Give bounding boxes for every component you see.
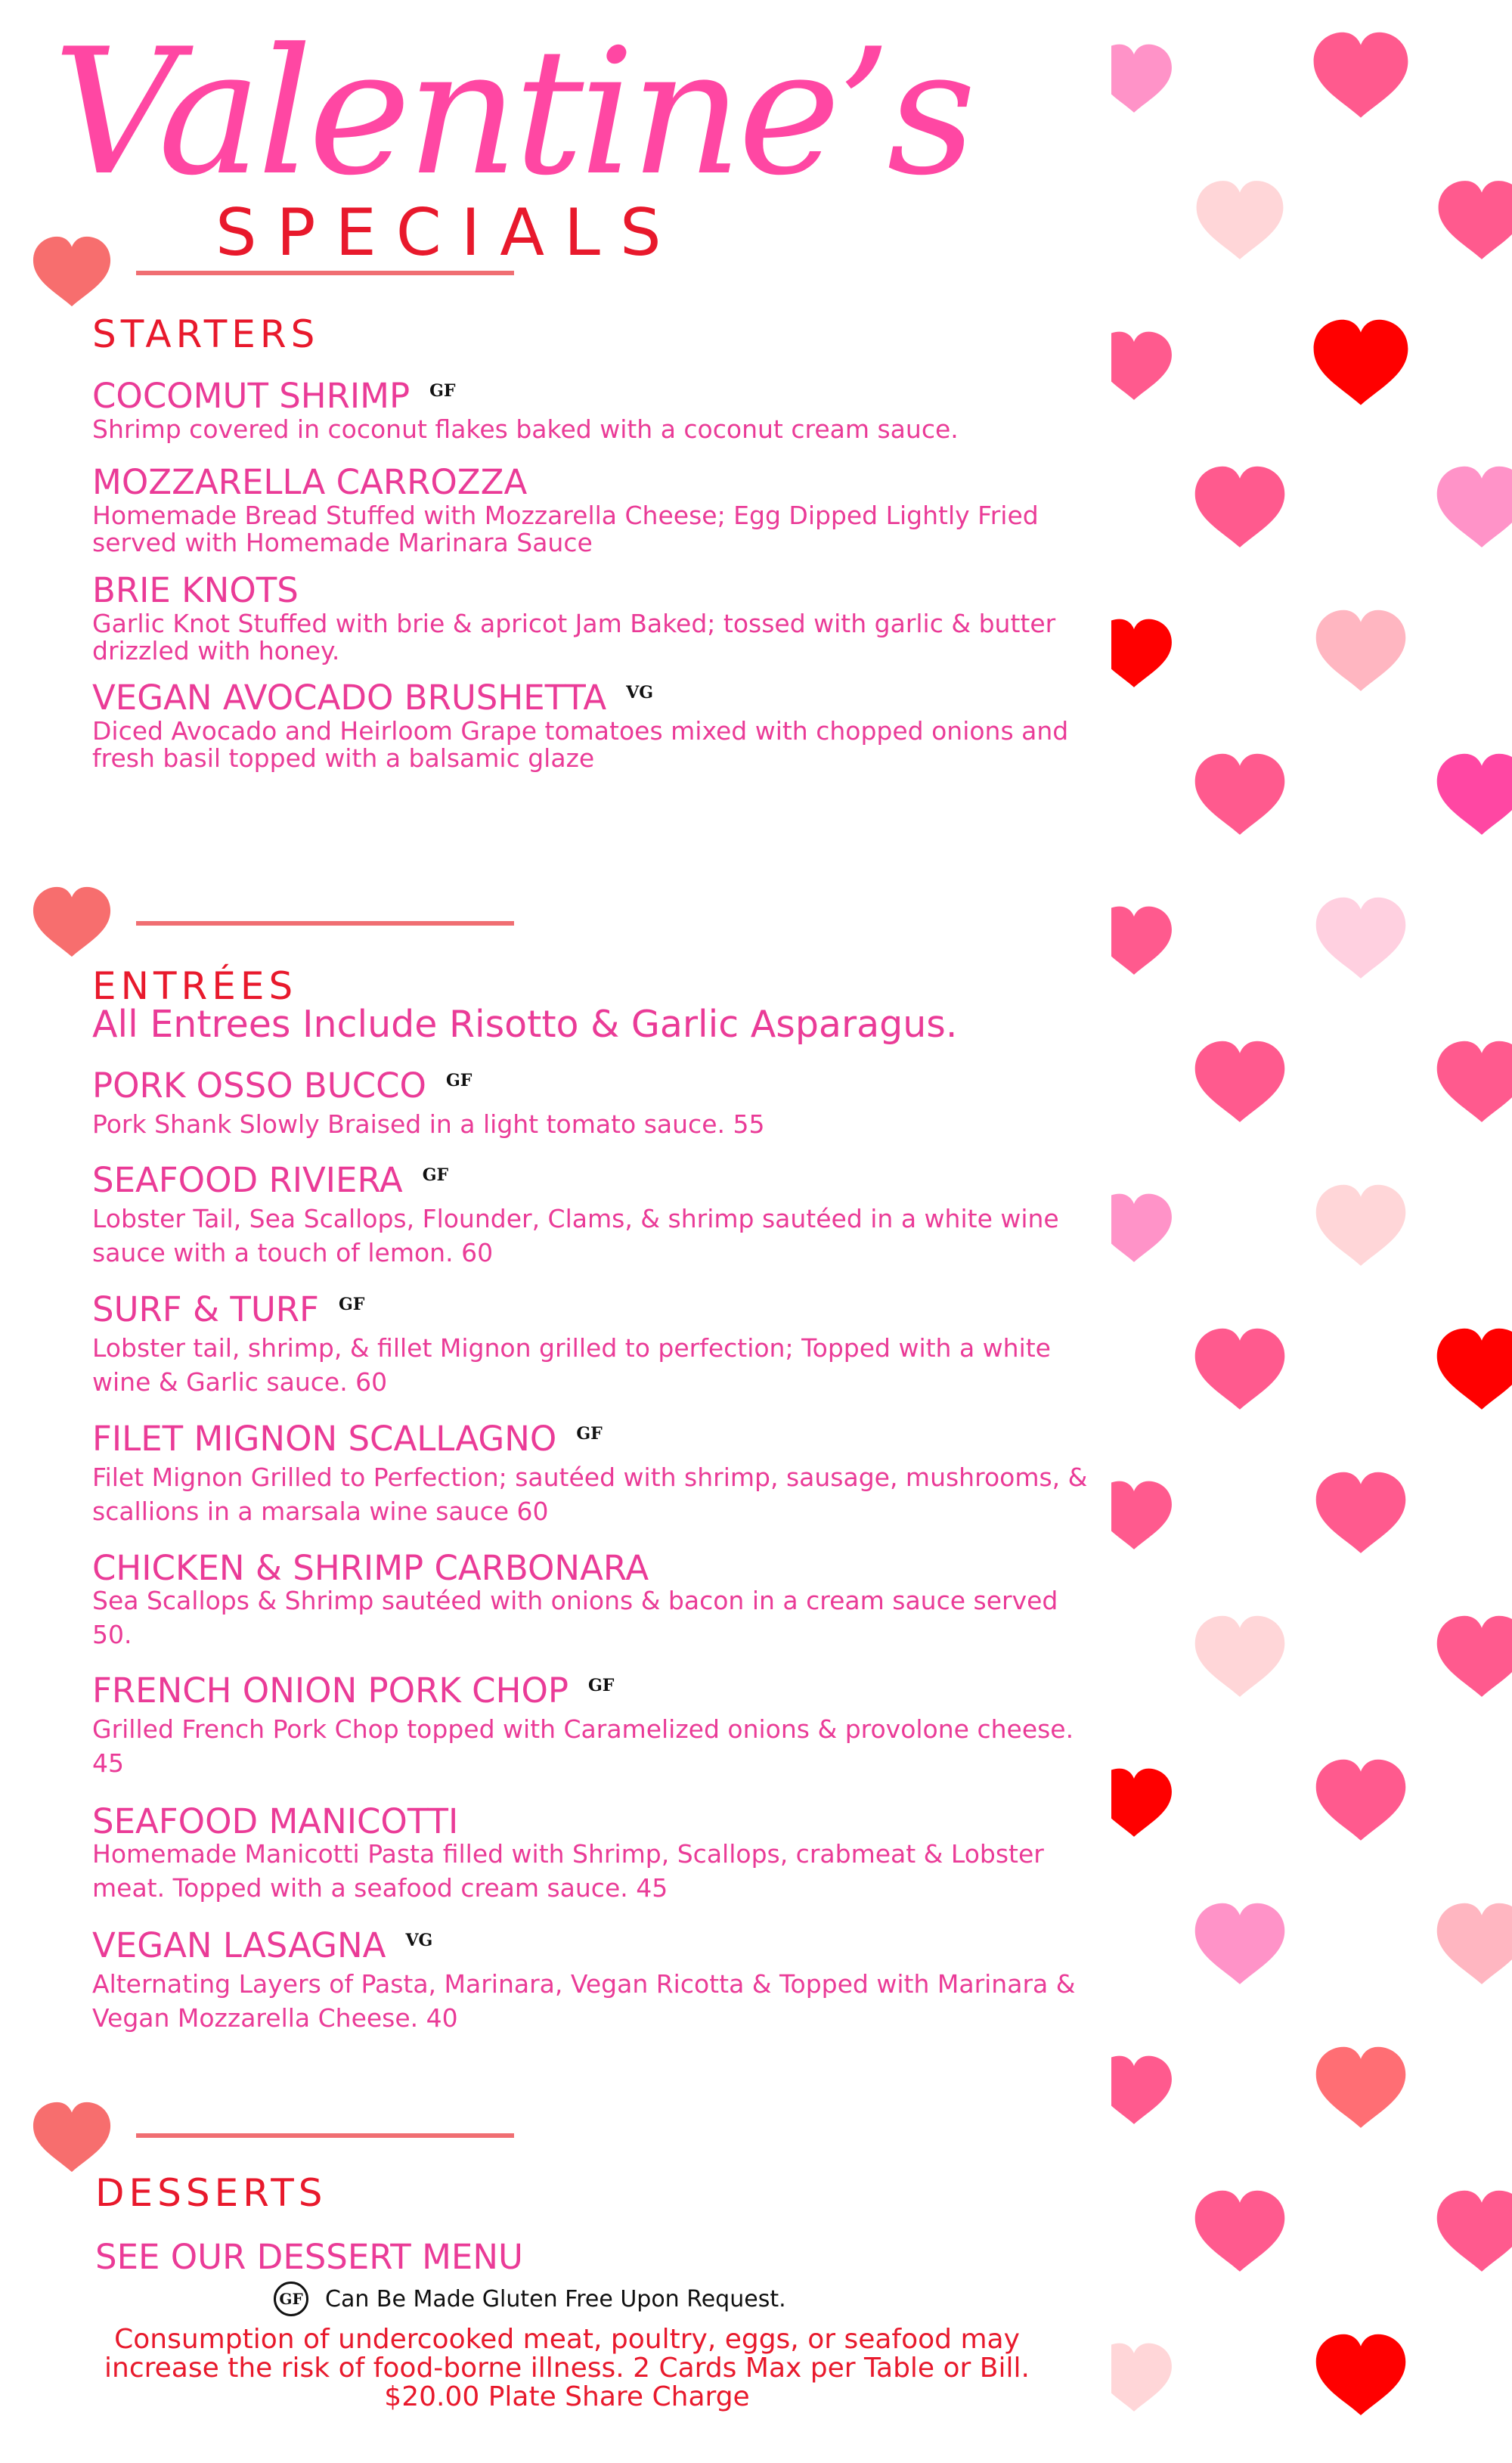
- heart-icon: [1314, 320, 1408, 405]
- menu-item: [92, 1066, 1098, 1141]
- item-name: CHICKEN & SHRIMP CARBONARA: [92, 1548, 649, 1588]
- gf-badge: GF: [429, 381, 456, 401]
- item-name: COCOMUT SHRIMP: [92, 376, 411, 416]
- heart-icon: [1316, 1185, 1406, 1266]
- gf-badge: GF: [588, 1676, 615, 1695]
- heart-icon: [1195, 1616, 1285, 1697]
- section-title-starters: STARTERS: [92, 312, 320, 356]
- item-description: Lobster Tail, Sea Scallops, Flounder, Clams, & shrimp sautéed in a white wine sauce with a touch of lemon. 60: [92, 1204, 1059, 1267]
- item-name: VEGAN AVOCADO BRUSHETTA: [92, 678, 607, 718]
- dessert-note: SEE OUR DESSERT MENU: [95, 2237, 523, 2277]
- item-description: Sea Scallops & Shrimp sautéed with onions & bacon in a cream sauce served 50.: [92, 1586, 1058, 1649]
- heart-icon: [1197, 181, 1284, 259]
- heart-icon: [30, 2091, 113, 2182]
- menu-item: [92, 463, 1098, 557]
- heart-icon: [1437, 1903, 1512, 1984]
- gf-badge-icon: GF: [274, 2282, 308, 2316]
- heart-icon: [30, 225, 113, 316]
- heart-icon: [1316, 898, 1406, 979]
- item-description: Lobster tail, shrimp, & fillet Mignon grilled to perfection; Topped with a white wine & Garlic sauce. 60: [92, 1333, 1051, 1397]
- heart-icon: [1096, 619, 1172, 687]
- heart-icon: [1195, 1041, 1285, 1122]
- heart-icon: [1195, 754, 1285, 835]
- item-name: SEAFOOD MANICOTTI: [92, 1801, 459, 1841]
- item-name: FRENCH ONION PORK CHOP: [92, 1670, 569, 1711]
- heart-icon: [30, 876, 113, 966]
- vg-badge: VG: [405, 1931, 433, 1950]
- heart-icon: [1439, 181, 1512, 259]
- page-subtitle: SPECIALS: [215, 195, 681, 271]
- food-safety-notice: Consumption of undercooked meat, poultry, eggs, or seafood may increase the risk of food-borne illness. 2 Cards Max per Table or Bill.: [104, 2324, 1030, 2384]
- menu-item: [92, 1161, 1098, 1270]
- heart-icon: [1437, 467, 1512, 548]
- menu-item: [92, 1549, 1098, 1652]
- heart-icon: [1437, 1329, 1512, 1410]
- item-description: Homemade Manicotti Pasta filled with Shrimp, Scallops, crabmeat & Lobster meat. Topped with a seafood cream sauce. 45: [92, 1839, 1044, 1903]
- item-description: Pork Shank Slowly Braised in a light tomato sauce. 55: [92, 1109, 765, 1139]
- item-description: Filet Mignon Grilled to Perfection; sautéed with shrimp, sausage, mushrooms, & scallions in a marsala wine sauce 60: [92, 1463, 1088, 1526]
- menu-item: [92, 571, 1098, 665]
- gf-badge: GF: [422, 1165, 449, 1185]
- heart-icon: [1096, 1769, 1172, 1837]
- divider: [136, 2133, 514, 2138]
- section-subtitle-entrees: All Entrees Include Risotto & Garlic Asparagus.: [92, 1003, 958, 1046]
- item-description: Garlic Knot Stuffed with brie & apricot Jam Baked; tossed with garlic & butter drizzled with honey.: [92, 609, 1056, 665]
- heart-icon: [1437, 1041, 1512, 1122]
- section-title-entrees: ENTRÉES: [92, 964, 298, 1008]
- page-title: Valentine’s: [53, 12, 972, 214]
- heart-icon: [1316, 1760, 1406, 1841]
- heart-icon: [1316, 2047, 1406, 2128]
- item-name: FILET MIGNON SCALLAGNO: [92, 1419, 557, 1459]
- menu-item: [92, 377, 1098, 443]
- heart-icon: [1096, 907, 1172, 975]
- item-name: MOZZARELLA CARROZZA: [92, 462, 528, 502]
- item-description: Shrimp covered in coconut flakes baked with a coconut cream sauce.: [92, 414, 959, 444]
- item-name: SURF & TURF: [92, 1289, 319, 1329]
- heart-icon: [1195, 1903, 1285, 1984]
- disclaimer: [83, 2325, 1051, 2412]
- item-description: Grilled French Pork Chop topped with Caramelized onions & provolone cheese. 45: [92, 1714, 1074, 1778]
- gf-legend-text: Can Be Made Gluten Free Upon Request.: [325, 2285, 786, 2313]
- item-description: Diced Avocado and Heirloom Grape tomatoes mixed with chopped onions and fresh basil topped with a balsamic glaze: [92, 716, 1069, 773]
- heart-icon: [1195, 2191, 1285, 2272]
- share-charge: $20.00 Plate Share Charge: [384, 2381, 750, 2412]
- item-name: SEAFOOD RIVIERA: [92, 1160, 403, 1200]
- heart-icon: [1096, 2056, 1172, 2124]
- gf-legend: [274, 2276, 786, 2322]
- menu-item: [92, 1419, 1098, 1528]
- heart-icon: [1195, 467, 1285, 548]
- heart-icon: [1437, 1616, 1512, 1697]
- heart-icon: [1096, 332, 1172, 400]
- item-name: BRIE KNOTS: [92, 570, 299, 610]
- divider: [136, 921, 514, 926]
- vg-badge: VG: [626, 683, 653, 703]
- heart-icon: [1316, 1472, 1406, 1553]
- gf-badge: GF: [445, 1071, 472, 1090]
- section-title-desserts: DESSERTS: [95, 2171, 327, 2215]
- item-description: Alternating Layers of Pasta, Marinara, Vegan Ricotta & Topped with Marinara & Vegan Mozzarella Cheese. 40: [92, 1969, 1076, 2033]
- heart-icon: [1316, 610, 1406, 691]
- menu-item: [92, 678, 1098, 772]
- divider: [136, 271, 514, 275]
- heart-icon: [1096, 2344, 1172, 2412]
- item-name: PORK OSSO BUCCO: [92, 1066, 426, 1106]
- heart-icon: [1437, 754, 1512, 835]
- gf-badge: GF: [338, 1295, 365, 1314]
- heart-icon: [1096, 1194, 1172, 1262]
- menu-item: [92, 1671, 1098, 1780]
- item-description: Homemade Bread Stuffed with Mozzarella Cheese; Egg Dipped Lightly Fried served with Homemade Marinara Sauce: [92, 501, 1039, 557]
- heart-icon: [1314, 33, 1408, 118]
- heart-icon: [1195, 1329, 1285, 1410]
- menu-item: [92, 1926, 1098, 2035]
- menu-item: [92, 1802, 1098, 1905]
- gf-badge: GF: [576, 1424, 603, 1444]
- heart-icon: [1096, 45, 1172, 113]
- heart-icon: [1437, 2191, 1512, 2272]
- item-name: VEGAN LASAGNA: [92, 1925, 386, 1965]
- heart-icon: [1316, 2334, 1406, 2415]
- heart-icon: [1096, 1481, 1172, 1549]
- menu-item: [92, 1290, 1098, 1399]
